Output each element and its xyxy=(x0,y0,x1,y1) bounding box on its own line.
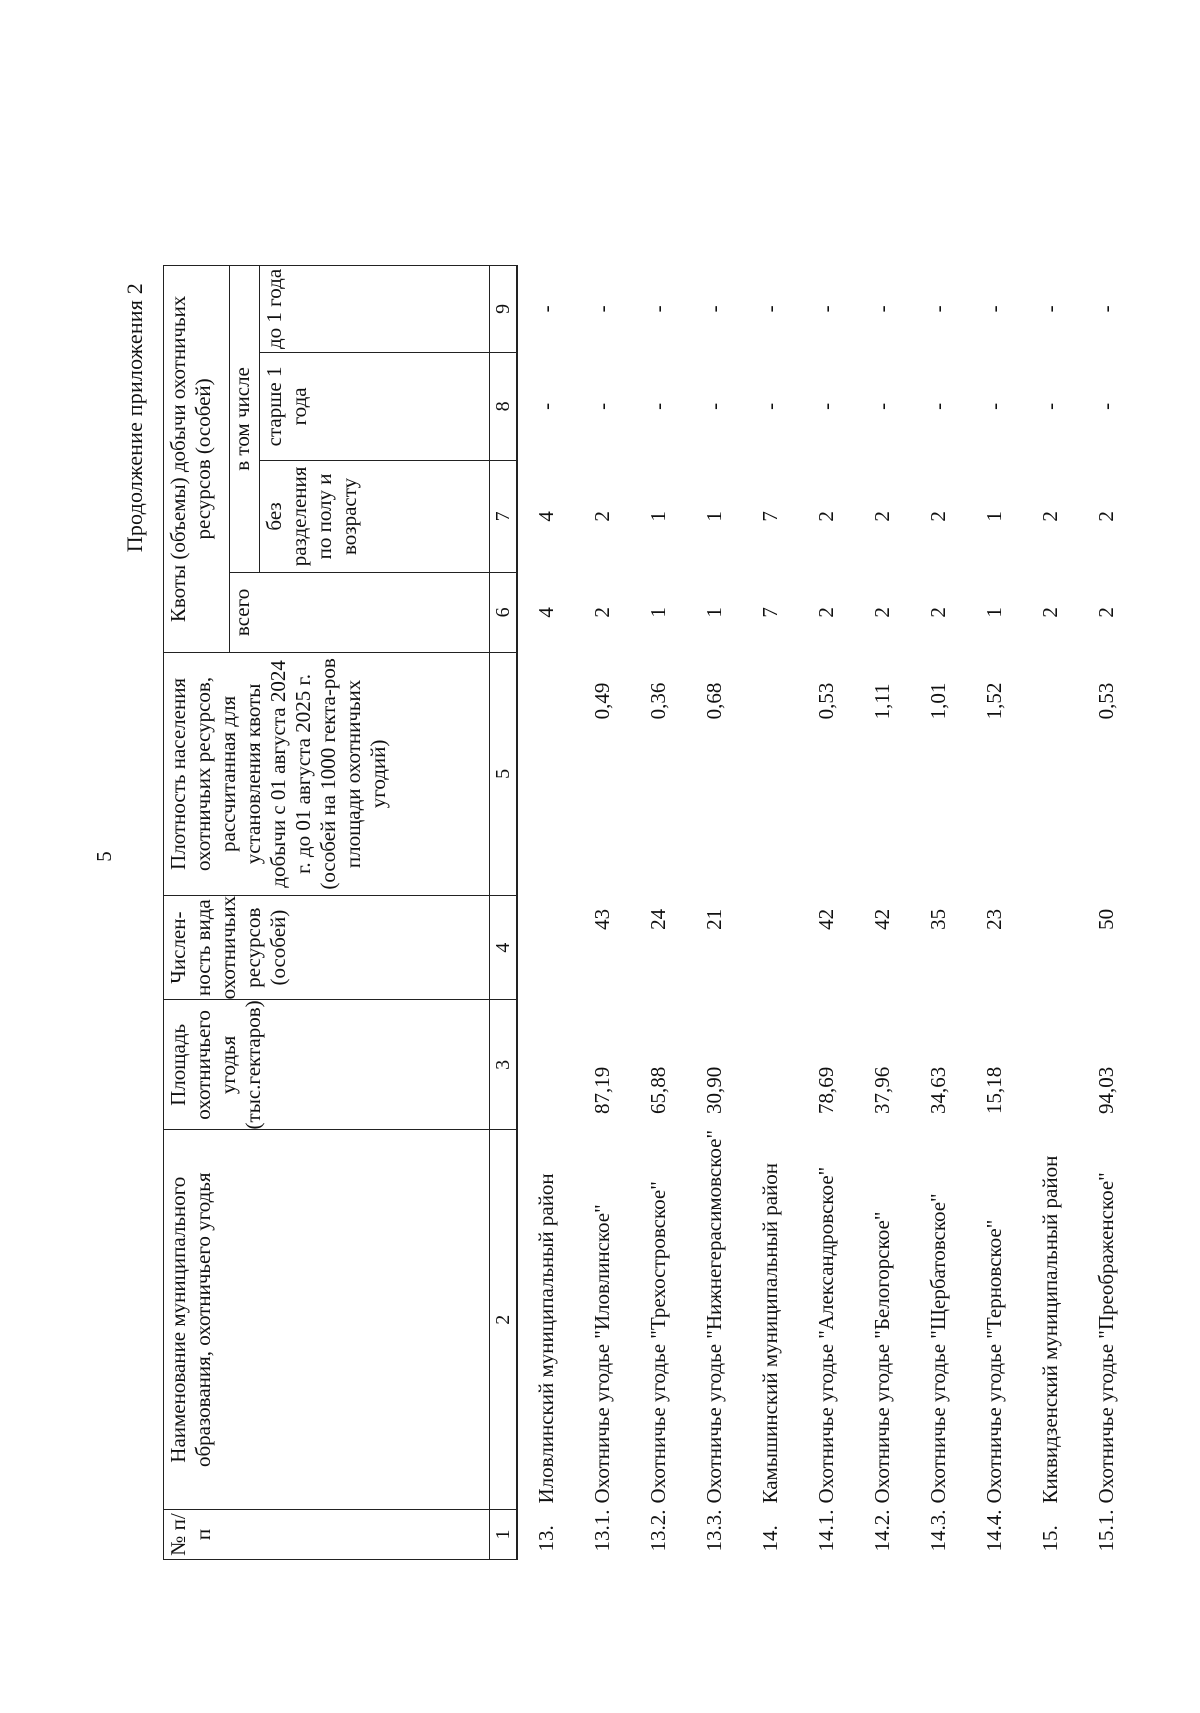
row-number: 13. xyxy=(533,1525,558,1552)
col-number-8: 8 xyxy=(490,352,518,460)
row-name: Охотничье угодье "Нижнегерасимовское" xyxy=(701,1129,726,1504)
row-quota-older: - xyxy=(701,402,726,410)
quota-table xyxy=(163,265,1134,1560)
header-population: Числен-ность вида охотничьих ресурсов (особей) xyxy=(164,895,490,999)
row-quota-older: - xyxy=(1037,402,1062,410)
row-name: Охотничье угодье "Иловлинское" xyxy=(589,1204,614,1504)
row-density: 0,36 xyxy=(645,682,670,720)
page-number: 5 xyxy=(92,851,116,862)
row-quota-older: - xyxy=(757,402,782,410)
row-density xyxy=(517,652,574,895)
row-quota-no-division: 1 xyxy=(645,511,670,522)
row-population: 24 xyxy=(645,908,670,930)
header-number: № п/п xyxy=(164,1510,490,1560)
row-name: Охотничье угодье "Александровское" xyxy=(813,1166,838,1504)
header-total: всего xyxy=(230,572,490,652)
row-quota-older: - xyxy=(533,402,558,410)
row-quota-total: 7 xyxy=(757,607,782,618)
row-population: 43 xyxy=(589,908,614,930)
row-area xyxy=(517,1000,574,1130)
header-name: Наименование муниципального образования, охотничьего угодья xyxy=(164,1130,490,1510)
row-number: 14.1. xyxy=(813,1509,838,1552)
row-quota-total: 2 xyxy=(589,607,614,618)
header-area: Площадь охотничьего угодья (тыс.гектаров) xyxy=(164,1000,490,1130)
row-quota-older: - xyxy=(813,402,838,410)
row-quota-younger: - xyxy=(1037,305,1062,313)
row-population xyxy=(1022,895,1078,999)
header-quota-group: Квоты (объемы) добычи охотничьих ресурсов (особей) xyxy=(164,265,230,652)
row-quota-total: 1 xyxy=(645,607,670,618)
row-number: 13.1. xyxy=(589,1509,614,1552)
row-area: 30,90 xyxy=(701,1066,726,1114)
row-quota-younger: - xyxy=(757,305,782,313)
row-quota-total: 2 xyxy=(925,607,950,618)
row-quota-total: 4 xyxy=(533,607,558,618)
col-number-4: 4 xyxy=(490,895,518,999)
row-quota-no-division: 2 xyxy=(589,511,614,522)
row-name: Охотничье угодье "Терновское" xyxy=(981,1219,1006,1504)
row-area xyxy=(742,1000,798,1130)
table-body xyxy=(517,265,1134,1559)
row-quota-no-division: 1 xyxy=(701,511,726,522)
row-number: 14.2. xyxy=(869,1509,894,1552)
row-density xyxy=(1022,652,1078,895)
row-area: 87,19 xyxy=(589,1066,614,1114)
row-density: 1,01 xyxy=(925,682,950,720)
row-quota-total: 1 xyxy=(701,607,726,618)
row-quota-younger: - xyxy=(701,305,726,313)
header-no-division: без разделения по полу и возрасту xyxy=(260,460,490,572)
row-name: Охотничье угодье "Белогорское" xyxy=(869,1211,894,1504)
row-area: 78,69 xyxy=(813,1066,838,1114)
row-quota-younger: - xyxy=(589,305,614,313)
header-older: старше 1 года xyxy=(260,352,490,460)
col-number-7: 7 xyxy=(490,460,518,572)
row-area: 94,03 xyxy=(1093,1066,1118,1114)
row-quota-total: 2 xyxy=(1037,607,1062,618)
table-row xyxy=(517,265,574,1559)
row-quota-younger: - xyxy=(813,305,838,313)
row-quota-older: - xyxy=(589,402,614,410)
row-quota-no-division: 2 xyxy=(925,511,950,522)
row-density: 1,11 xyxy=(869,683,894,720)
continuation-caption: Продолжение приложения 2 xyxy=(122,283,147,553)
row-quota-older: - xyxy=(1093,402,1118,410)
row-quota-younger: - xyxy=(981,305,1006,313)
table-row xyxy=(742,265,798,1559)
table-row xyxy=(1022,265,1078,1559)
row-name: Киквидзенский муниципальный район xyxy=(1037,1155,1062,1504)
row-quota-total: 2 xyxy=(813,607,838,618)
row-area: 34,63 xyxy=(925,1066,950,1114)
row-quota-no-division: 2 xyxy=(813,511,838,522)
row-quota-younger: - xyxy=(1093,305,1118,313)
row-quota-total: 1 xyxy=(981,607,1006,618)
row-number: 13.3. xyxy=(701,1509,726,1552)
row-number: 15. xyxy=(1037,1525,1062,1552)
row-population: 42 xyxy=(869,908,894,930)
row-quota-no-division: 7 xyxy=(757,511,782,522)
row-quota-no-division: 2 xyxy=(1037,511,1062,522)
row-quota-younger: - xyxy=(869,305,894,313)
row-area: 15,18 xyxy=(981,1066,1006,1114)
col-number-6: 6 xyxy=(490,572,518,652)
col-number-2: 2 xyxy=(490,1130,518,1510)
row-number: 14.3. xyxy=(925,1509,950,1552)
row-name: Камышинский муниципальный район xyxy=(757,1162,782,1504)
col-number-9: 9 xyxy=(490,265,518,352)
row-quota-older: - xyxy=(925,402,950,410)
row-density: 0,49 xyxy=(589,682,614,720)
row-quota-older: - xyxy=(869,402,894,410)
table-row xyxy=(630,265,686,1559)
table-row xyxy=(966,265,1022,1559)
row-density xyxy=(742,652,798,895)
row-population: 21 xyxy=(701,908,726,930)
row-area xyxy=(1022,1000,1078,1130)
row-number: 14. xyxy=(757,1525,782,1552)
row-density: 0,53 xyxy=(813,682,838,720)
col-number-3: 3 xyxy=(490,1000,518,1130)
row-quota-total: 2 xyxy=(869,607,894,618)
row-name: Иловлинский муниципальный район xyxy=(533,1173,558,1504)
table-row xyxy=(798,265,854,1559)
row-number: 15.1. xyxy=(1093,1509,1118,1552)
row-quota-total: 2 xyxy=(1093,607,1118,618)
row-population: 50 xyxy=(1093,908,1118,930)
row-density: 1,52 xyxy=(981,682,1006,720)
row-population xyxy=(742,895,798,999)
table-row xyxy=(1078,265,1134,1559)
row-name: Охотничье угодье "Трехостровское" xyxy=(645,1181,670,1504)
row-area: 65,88 xyxy=(645,1066,670,1114)
row-number: 14.4. xyxy=(981,1509,1006,1552)
row-quota-older: - xyxy=(981,402,1006,410)
row-name: Охотничье угодье "Щербатовское" xyxy=(925,1193,950,1504)
header-density: Плотность населения охотничьих ресурсов, рассчитанная для установления квоты добычи с 01 августа 2024 г. до 01 августа 2025 г. (особей на 1000 гекта-ров площади охотничьих угодий) xyxy=(164,652,490,895)
row-area: 37,96 xyxy=(869,1066,894,1114)
table-row xyxy=(910,265,966,1559)
row-quota-no-division: 1 xyxy=(981,511,1006,522)
row-name: Охотничье угодье "Преображенское" xyxy=(1093,1172,1118,1504)
row-quota-no-division: 4 xyxy=(533,511,558,522)
header-including: в том числе xyxy=(230,265,260,572)
row-quota-no-division: 2 xyxy=(869,511,894,522)
row-density: 0,68 xyxy=(701,682,726,720)
col-number-1: 1 xyxy=(490,1510,518,1560)
row-population: 23 xyxy=(981,908,1006,930)
table-row xyxy=(686,265,742,1559)
row-population: 42 xyxy=(813,908,838,930)
row-quota-younger: - xyxy=(645,305,670,313)
row-quota-younger: - xyxy=(925,305,950,313)
header-younger: до 1 года xyxy=(260,265,490,352)
row-population xyxy=(517,895,574,999)
row-number: 13.2. xyxy=(645,1509,670,1552)
table-row xyxy=(574,265,630,1559)
row-population: 35 xyxy=(925,908,950,930)
row-quota-older: - xyxy=(645,402,670,410)
row-quota-younger: - xyxy=(533,305,558,313)
row-density: 0,53 xyxy=(1093,682,1118,720)
col-number-5: 5 xyxy=(490,652,518,895)
row-quota-no-division: 2 xyxy=(1093,511,1118,522)
table-row xyxy=(854,265,910,1559)
